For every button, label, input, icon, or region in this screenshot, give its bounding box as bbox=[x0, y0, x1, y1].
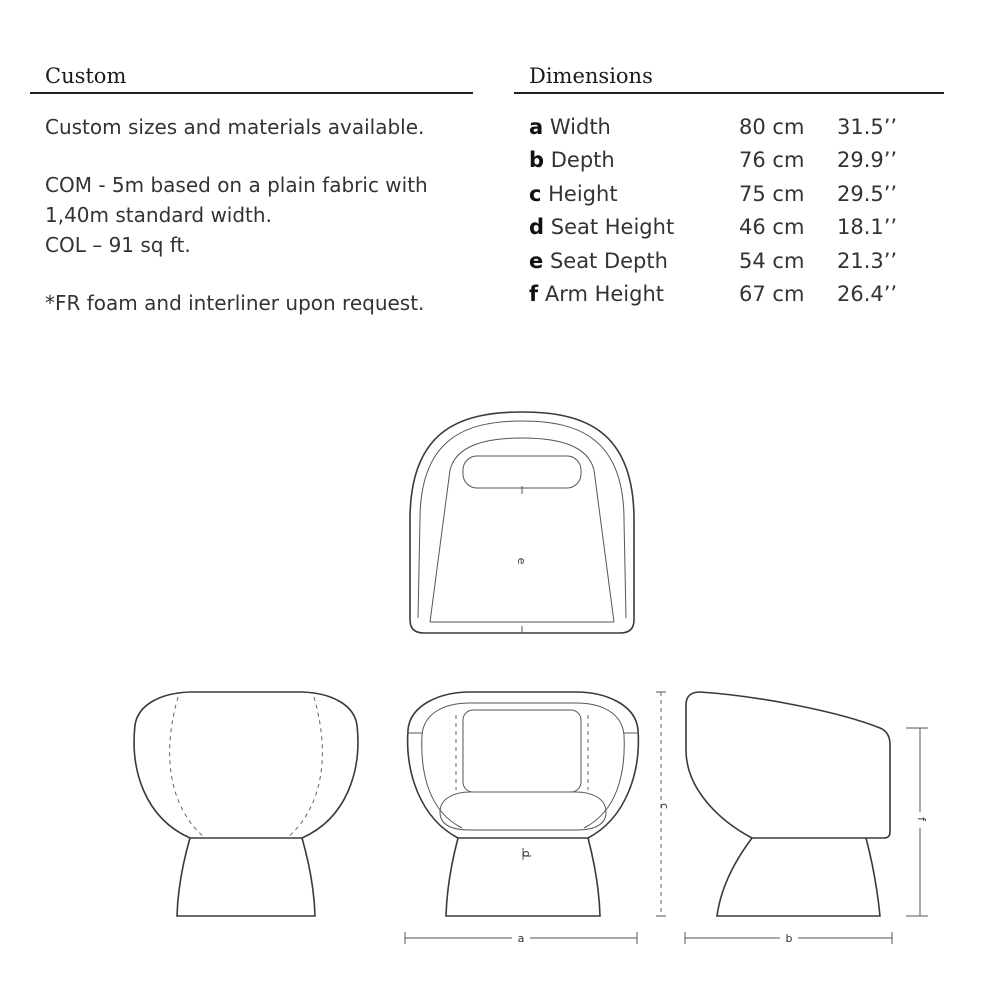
dimension-name: Arm Height bbox=[544, 282, 665, 307]
dimension-inch: 29.9’’ bbox=[837, 148, 898, 173]
dimension-name: Depth bbox=[550, 148, 615, 173]
dimension-name: Width bbox=[549, 114, 611, 139]
dimension-inch: 31.5’’ bbox=[837, 114, 898, 139]
dimension-name: Seat Depth bbox=[549, 248, 668, 273]
custom-line-com: COM - 5m based on a plain fabric with bbox=[45, 173, 428, 197]
chair-side-view bbox=[686, 692, 890, 916]
custom-heading: Custom bbox=[45, 64, 127, 88]
chair-front-view bbox=[407, 692, 639, 916]
dimension-name: Seat Height bbox=[550, 215, 675, 240]
dimension-inch: 21.3’’ bbox=[837, 248, 898, 273]
dimension-cm: 76 cm bbox=[739, 148, 805, 173]
custom-line-col: COL – 91 sq ft. bbox=[45, 233, 191, 257]
label-d: d bbox=[520, 850, 533, 858]
dimension-letter: e bbox=[529, 248, 544, 273]
dimension-inch: 26.4’’ bbox=[837, 282, 898, 307]
dimension-lines bbox=[405, 692, 928, 945]
dimension-letter: c bbox=[529, 181, 542, 206]
dimension-letter: f bbox=[529, 282, 539, 307]
chair-back-view bbox=[134, 692, 358, 916]
custom-line-width: 1,40m standard width. bbox=[45, 203, 272, 227]
dimension-cm: 46 cm bbox=[739, 215, 805, 240]
custom-line-sizes: Custom sizes and materials available. bbox=[45, 115, 425, 139]
dimension-letter: d bbox=[529, 215, 545, 240]
dimensions-heading: Dimensions bbox=[529, 64, 653, 88]
dimension-cm: 54 cm bbox=[739, 248, 805, 273]
label-a: a bbox=[517, 932, 525, 945]
label-b: b bbox=[785, 932, 793, 945]
label-f: f bbox=[915, 817, 928, 821]
dimension-cm: 75 cm bbox=[739, 181, 805, 206]
custom-line-fr: *FR foam and interliner upon request. bbox=[45, 291, 425, 315]
label-e: e bbox=[515, 557, 528, 565]
dimension-letter: a bbox=[529, 114, 544, 139]
chair-top-view bbox=[410, 412, 634, 633]
dimension-inch: 29.5’’ bbox=[837, 181, 898, 206]
dimension-cm: 67 cm bbox=[739, 282, 805, 307]
dimension-inch: 18.1’’ bbox=[837, 215, 898, 240]
dimension-cm: 80 cm bbox=[739, 114, 805, 139]
dimension-letter: b bbox=[529, 148, 545, 173]
dimension-name: Height bbox=[548, 181, 618, 206]
label-c: c bbox=[658, 802, 671, 810]
